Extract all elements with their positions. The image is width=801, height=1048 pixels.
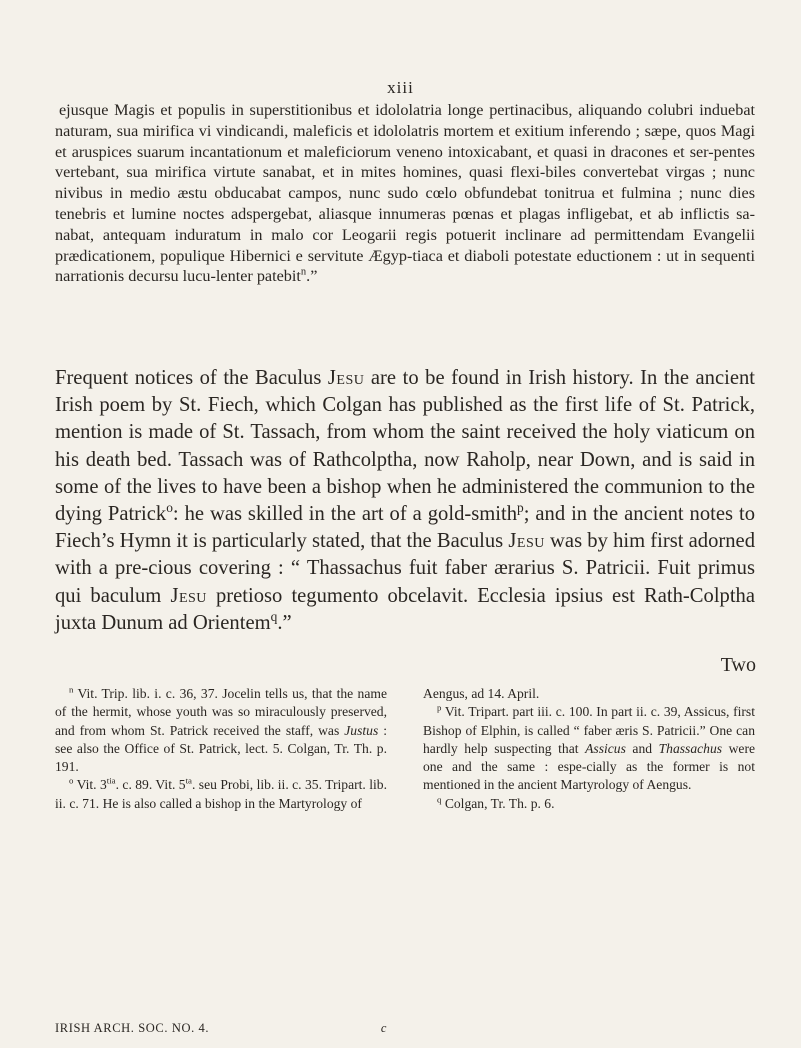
catchword: Two <box>720 654 756 676</box>
ordinal-superscript: ta <box>185 775 192 786</box>
footnote-ref-n: n <box>300 266 307 278</box>
latin-quote-paragraph <box>55 100 755 287</box>
footnotes-left-column <box>55 685 387 813</box>
footnote-italic: Thassachus <box>658 740 723 756</box>
footnote-text: Vit. 3 <box>73 777 107 793</box>
footnote-mark: n <box>69 684 74 695</box>
page-number: xiii <box>387 78 414 97</box>
main-paragraph <box>55 365 755 637</box>
footnote-ref-p: p <box>517 500 524 516</box>
main-text-segment: .” <box>277 611 292 634</box>
footnote-o <box>55 776 387 813</box>
footnote-mark: q <box>437 794 442 805</box>
footnote-text: and <box>625 740 659 756</box>
footnote-o-continued: Aengus, ad 14. April. <box>423 686 540 701</box>
small-caps-jesu: Jesu <box>508 530 545 553</box>
footnote-n <box>55 685 387 776</box>
main-text-segment: pretioso tegumento obcelavit. Ecclesia ipsius est Rath-Colptha juxta Dunum ad Orientem <box>55 584 755 634</box>
footnote-text: Vit. Tripart. part iii. c. 100. In part ii. c. 39, Assicus, first Bishop of Elphin, is called “ faber æris S. Patricii.” One can hardly help suspecting that <box>423 704 755 756</box>
footnote-italic: Justus <box>344 722 379 738</box>
signature-text: IRISH ARCH. SOC. NO. 4. <box>55 1021 210 1035</box>
signature-letter: c <box>380 1021 387 1035</box>
footnotes-right-column <box>423 685 755 813</box>
footnote-text: : see also the Office of St. Patrick, lect. 5. Colgan, Tr. Th. p. 191. <box>55 722 387 775</box>
footnote-mark: p <box>437 702 442 713</box>
small-caps-jesu: Jesu <box>170 584 207 607</box>
main-text-segment: Frequent notices of the Baculus <box>55 367 328 389</box>
footnote-text: Colgan, Tr. Th. p. 6. <box>441 795 555 811</box>
main-text-segment: are to be found in Irish history. In the ancient Irish poem by St. Fiech, which Colgan has published as the first life of St. Patrick, mention is made of St. Tassach, from whom the saint received the holy viaticum on his death bed. Tassach was of Rathcolptha, now Raholp, near Down, and is said in some of the lives to have been a bishop when he administered the communion to the dying Patrick <box>55 367 755 526</box>
main-text-segment: was by him first adorned with a pre-cious covering : “ Thassachus fuit faber ærarius S. Patricii. Fuit primus qui baculum <box>55 530 755 607</box>
small-caps-jesu: Jesu <box>327 367 365 389</box>
footnote-mark: o <box>69 775 74 786</box>
footnote-italic: Assicus <box>585 740 626 756</box>
quote-text: ejusque Magis et populis in superstitionibus et idololatria longe pertinacibus, aliquando colubri induebat naturam, sua mirifica vi vindicandi, maleficis et idololatris mortem et exitium inferendo ; sæpe, quos Magi et aruspices suarum incantationum et maleficiorum veneno intoxicabant, et quasi in dracones et ser-pentes vertebant, sua mirifica virtute sanabat, et in mites homines, quasi flexi-biles convertebat virgas ; nunc nivibus in medio æstu obducabat campos, nunc sudo cœlo obfundebat tonitrua et fulmina ; nunc dies tenebris et lumine noctes adspergebat, aliasque innumeras pœnas et plagas infligebat, et ab inflictis sa-nabat, antequam induratum in malo cor Leogarii regis potuerit inclinare ad permittendam Evangelii prædicationem, populique Hibernici e servitute Ægyp-tiaca et diaboli potestate eductionem : ut in sequenti narrationis decursu lucu-lenter patebit <box>55 101 755 286</box>
quote-closing: .” <box>306 267 318 286</box>
main-text-segment: : he was skilled in the art of a gold-smith <box>172 503 518 526</box>
footnote-q <box>423 795 755 813</box>
footnote-text: . c. 89. Vit. 5 <box>115 777 186 793</box>
footnote-text: . seu Probi, lib. ii. c. 35. Tripart. lib. ii. c. 71. He is also called a bishop in the Martyrology of <box>55 777 387 811</box>
main-text-segment: ; and in the ancient notes to Fiech’s Hymn it is particularly stated, that the Baculus <box>55 503 756 553</box>
footnote-ref-o: o <box>166 500 173 516</box>
footnote-p <box>423 703 755 794</box>
footnote-text: Vit. Trip. lib. i. c. 36, 37. Jocelin tells us, that the name of the hermit, whose youth was so miraculously preserved, and from whom St. Patrick received the staff, was <box>55 686 387 738</box>
footnote-text: were one and the same : espe-cially as the former is not mentioned in the ancient Martyrology of Aengus. <box>423 740 756 793</box>
ordinal-superscript: tia <box>106 775 116 786</box>
footnote-ref-q: q <box>270 608 278 624</box>
signature-line <box>55 1021 387 1036</box>
